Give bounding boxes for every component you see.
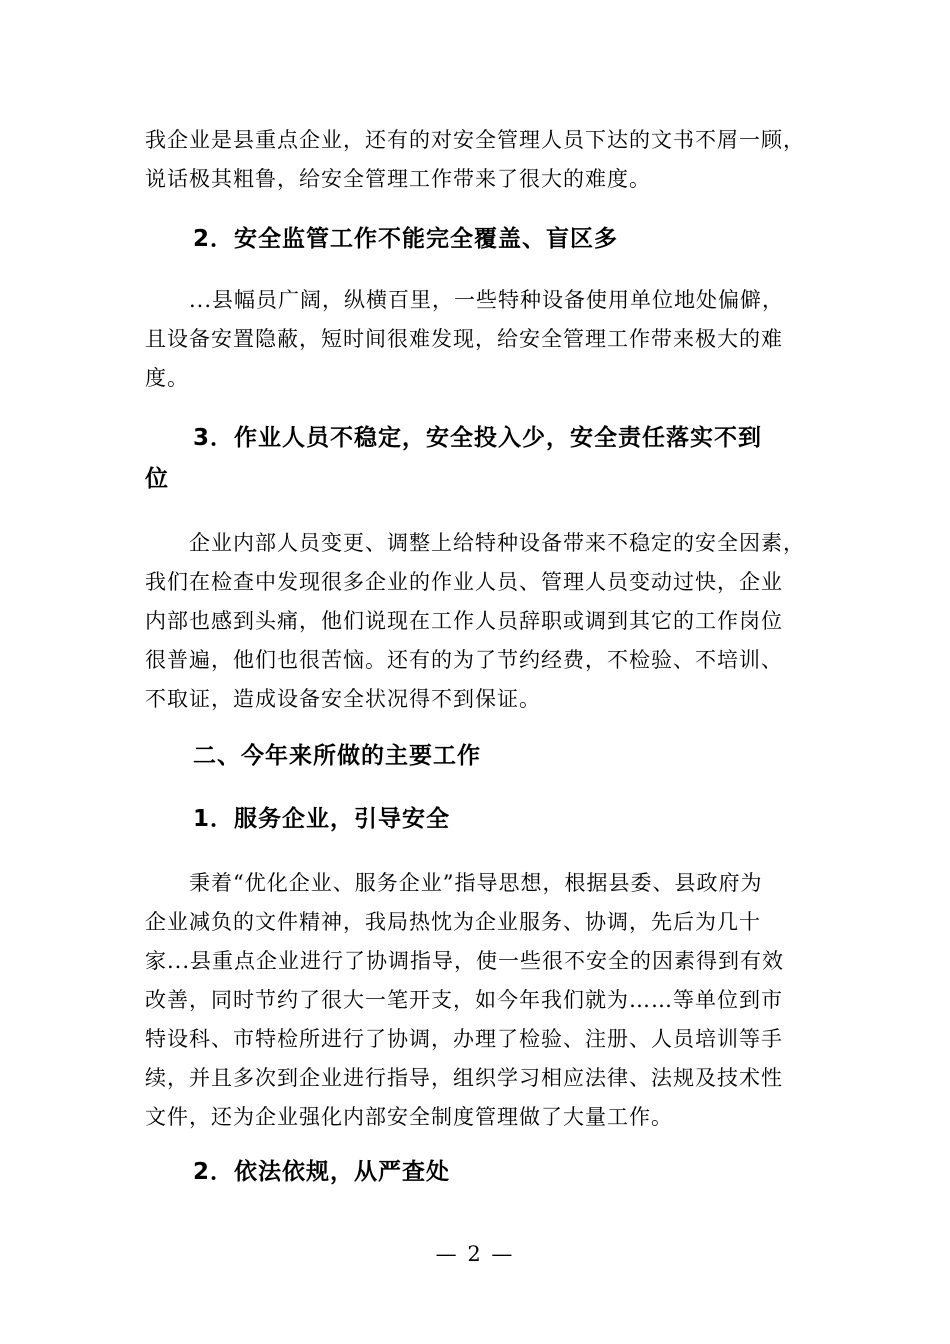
text-line: 企业内部人员变更、调整上给特种设备带来不稳定的安全因素， (189, 531, 805, 555)
page-number: — 2 — (435, 1242, 515, 1266)
text-line: 度。 (145, 366, 189, 390)
text-line: ...县幅员广阔，纵横百里，一些特种设备使用单位地处偏僻， (189, 288, 785, 312)
text-line: 内部也感到头痛，他们说现在工作人员辞职或调到其它的工作岗位 (145, 609, 783, 633)
heading-lawful-enforcement: 2．依法依规，从严查处 (193, 1159, 451, 1185)
heading-personnel-instability (145, 418, 805, 500)
text-line: 续，并且多次到企业进行指导，组织学习相应法律、法规及技术性 (145, 1066, 783, 1090)
paragraph-2 (145, 281, 805, 398)
text-line: 很普遍，他们也很苦恼。还有的为了节约经费，不检验、不培训、 (145, 648, 783, 672)
text-line: 说话极其粗鲁，给安全管理工作带来了很大的难度。 (145, 167, 651, 191)
text-line: 我们在检查中发现很多企业的作业人员、管理人员变动过快，企业 (145, 570, 783, 594)
text-line: 改善，同时节约了很大一笔开支，如今年我们就为……等单位到市 (145, 988, 783, 1012)
paragraph-1 (145, 121, 805, 199)
text-line: 我企业是县重点企业，还有的对安全管理人员下达的文书不屑一顾， (145, 128, 805, 152)
text-line: 家...县重点企业进行了协调指导，使一些很不安全的因素得到有效 (145, 949, 785, 973)
text-line: 特设科、市特检所进行了协调，办理了检验、注册、人员培训等手 (145, 1027, 783, 1051)
paragraph-3 (145, 524, 805, 719)
heading-line: 3．作业人员不稳定，安全投入少，安全责任落实不到 (193, 425, 763, 451)
heading-serve-enterprises: 1．服务企业，引导安全 (193, 806, 451, 832)
heading-main-work: 二、今年来所做的主要工作 (193, 743, 481, 769)
text-line: 文件，还为企业强化内部安全制度管理做了大量工作。 (145, 1105, 673, 1129)
text-line: 不取证，造成设备安全状况得不到保证。 (145, 687, 541, 711)
text-line: 企业减负的文件精神，我局热忱为企业服务、协调，先后为几十 (145, 910, 761, 934)
text-line: 且设备安置隐蔽，短时间很难发现，给安全管理工作带来极大的难 (145, 327, 783, 351)
heading-line: 位 (145, 466, 169, 492)
heading-safety-supervision: 2．安全监管工作不能完全覆盖、盲区多 (193, 226, 619, 252)
paragraph-4 (145, 864, 805, 1137)
text-line: 秉着“优化企业、服务企业”指导思想，根据县委、县政府为 (189, 871, 763, 895)
